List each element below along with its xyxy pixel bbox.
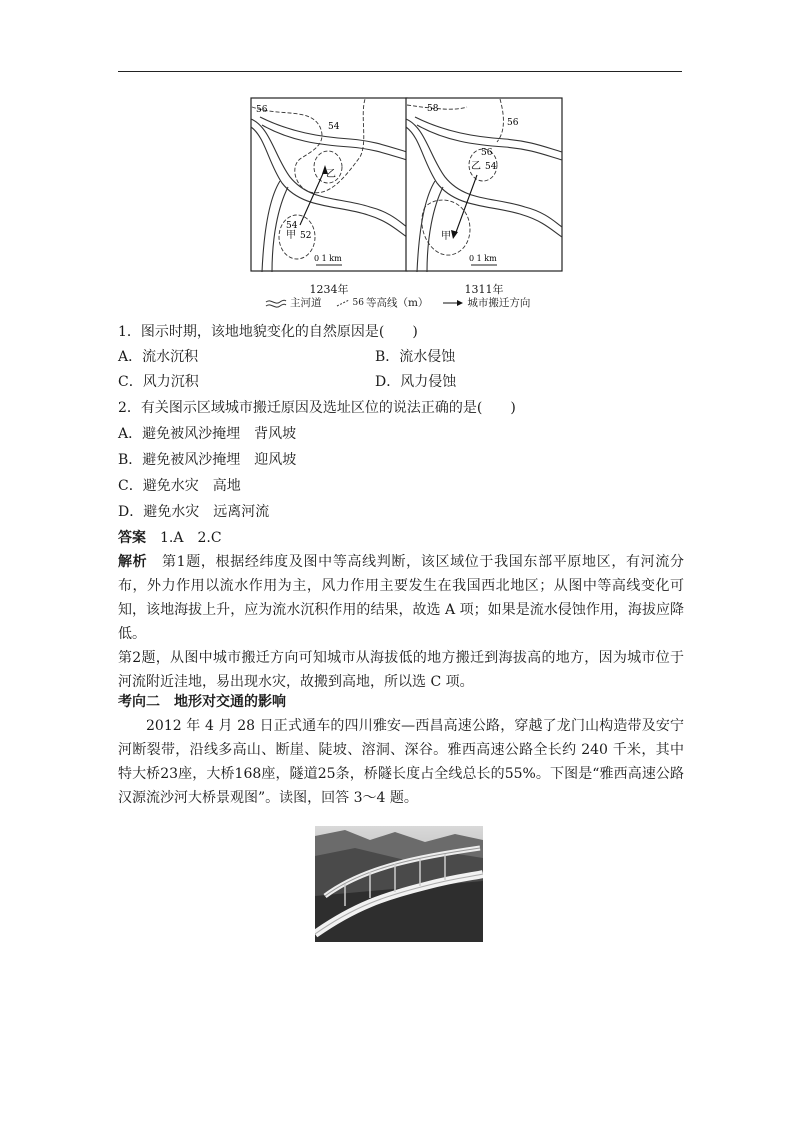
contour-label: 56 bbox=[481, 148, 493, 158]
contour-label: 56 bbox=[507, 118, 519, 128]
answer-line bbox=[118, 528, 222, 548]
section-heading: 考向二 地形对交通的影响 bbox=[118, 694, 286, 710]
contour-symbol-icon bbox=[336, 298, 350, 308]
contour-label: 58 bbox=[427, 104, 439, 114]
question-1-option-d[interactable] bbox=[375, 372, 456, 392]
answer-text: 1.A 2.C bbox=[160, 530, 222, 546]
option-text: 避免被风沙掩埋 背风坡 bbox=[142, 426, 297, 442]
question-2-option-b[interactable] bbox=[118, 450, 296, 470]
question-2-option-d[interactable] bbox=[118, 502, 269, 522]
option-text: 避免水灾 高地 bbox=[142, 478, 241, 494]
explanation-part-2: 第2题，从图中城市搬迁方向可知城市从海拔低的地方搬迁到海拔高的地方，因为城市位于河流附近洼地，易出现水灾，故搬到高地，所以选 C 项。 bbox=[118, 650, 684, 690]
place-label: 甲 bbox=[286, 230, 296, 241]
option-letter: D． bbox=[118, 504, 144, 520]
question-1-option-b[interactable] bbox=[375, 347, 455, 367]
answer-label: 答案 bbox=[118, 530, 146, 546]
contour-label: 54 bbox=[286, 221, 298, 231]
option-letter: B． bbox=[118, 452, 143, 468]
map-legend bbox=[265, 295, 544, 310]
place-label: 乙 bbox=[326, 169, 336, 180]
arrow-right-icon bbox=[442, 298, 464, 308]
legend-migration-label: 城市搬迁方向 bbox=[467, 297, 531, 309]
question-2-option-c[interactable] bbox=[118, 476, 241, 496]
contour-label: 52 bbox=[300, 231, 312, 241]
scale-label: 0 1 km bbox=[469, 254, 497, 263]
legend-contour-sample: 56 bbox=[352, 297, 364, 308]
legend-river-label: 主河道 bbox=[290, 297, 322, 309]
question-1-stem: 1．图示时期，该地地貌变化的自然原因是( ) bbox=[118, 324, 418, 340]
contour-map-1234 bbox=[250, 97, 408, 272]
option-text: 风力侵蚀 bbox=[400, 374, 457, 390]
option-letter: D． bbox=[375, 374, 401, 390]
option-text: 避免被风沙掩埋 迎风坡 bbox=[142, 452, 297, 468]
contour-map-1311 bbox=[405, 97, 563, 272]
option-letter: C． bbox=[118, 374, 143, 390]
explanation-label: 解析 bbox=[118, 554, 148, 570]
option-letter: B． bbox=[375, 349, 400, 365]
section-paragraph: 2012 年 4 月 28 日正式通车的四川雅安—西昌高速公路，穿越了龙门山构造带及安宁河断裂带，沿线多高山、断崖、陡坡、溶洞、深谷。雅西高速公路全长约 240 千米，其中特大桥23座，大桥168座，隧道25条，桥隧长度占全线总长的55%。下图是“雅西高速公路汉源流沙河大桥景观图”。读图，回答 3～4 题。 bbox=[118, 718, 684, 806]
header-rule bbox=[118, 71, 682, 72]
map-year-caption: 1311年 bbox=[464, 283, 504, 296]
option-text: 流水侵蚀 bbox=[399, 349, 456, 365]
option-letter: C． bbox=[118, 478, 143, 494]
explanation-block bbox=[118, 550, 684, 694]
question-1-option-a[interactable] bbox=[118, 347, 198, 367]
option-text: 流水沉积 bbox=[142, 349, 199, 365]
map-year-caption: 1234年 bbox=[309, 283, 349, 296]
contour-label: 56 bbox=[256, 105, 268, 115]
contour-label: 54 bbox=[485, 162, 497, 172]
legend-contour-label: 等高线（m） bbox=[365, 297, 429, 309]
question-1-option-c[interactable] bbox=[118, 372, 199, 392]
river-symbol-icon bbox=[265, 298, 287, 308]
option-text: 风力沉积 bbox=[142, 374, 199, 390]
explanation-part-1: 第1题，根据经纬度及图中等高线判断，该区域位于我国东部平原地区，有河流分布，外力作用以流水作用为主，风力作用主要发生在我国西北地区；从图中等高线变化可知，该地海拔上升，应为流水沉积作用的结果，故选 A 项；如果是流水侵蚀作用，海拔应降低。 bbox=[118, 554, 685, 642]
place-label: 甲 bbox=[441, 231, 451, 242]
scale-label: 0 1 km bbox=[314, 254, 342, 263]
place-label: 乙 bbox=[471, 161, 481, 172]
option-letter: A． bbox=[118, 349, 143, 365]
question-2-stem: 2．有关图示区域城市搬迁原因及选址区位的说法正确的是( ) bbox=[118, 400, 516, 416]
option-letter: A． bbox=[118, 426, 143, 442]
question-2-option-a[interactable] bbox=[118, 424, 296, 444]
option-text: 避免水灾 远离河流 bbox=[143, 504, 270, 520]
bridge-photo bbox=[315, 826, 483, 942]
contour-label: 54 bbox=[328, 122, 340, 132]
